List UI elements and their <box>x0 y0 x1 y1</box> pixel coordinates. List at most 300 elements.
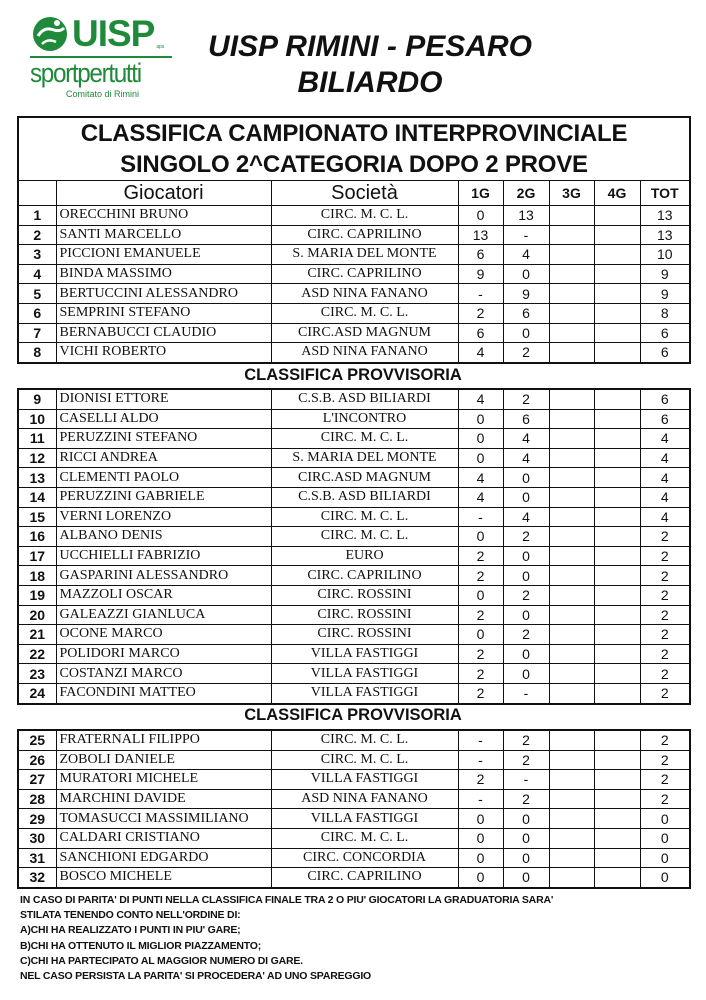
cell-g1: 0 <box>458 625 503 645</box>
cell-g3 <box>549 868 594 888</box>
cell-g1: 0 <box>458 527 503 547</box>
cell-rank: 5 <box>18 284 56 304</box>
cell-g3 <box>549 487 594 507</box>
cell-tot: 13 <box>640 225 690 245</box>
cell-g2: 6 <box>503 409 549 429</box>
cell-rank: 1 <box>18 206 56 226</box>
cell-rank: 10 <box>18 409 56 429</box>
table-title-line2: SINGOLO 2^CATEGORIA DOPO 2 PROVE <box>120 151 588 178</box>
table-row <box>18 507 690 527</box>
cell-rank: 16 <box>18 527 56 547</box>
cell-g1: - <box>458 507 503 527</box>
cell-g2: 0 <box>503 468 549 488</box>
cell-club: C.S.B. ASD BILIARDI <box>271 487 458 507</box>
cell-tot: 4 <box>640 429 690 449</box>
cell-rank: 11 <box>18 429 56 449</box>
cell-player: VERNI LORENZO <box>56 507 271 527</box>
cell-rank: 23 <box>18 664 56 684</box>
cell-player: BINDA MASSIMO <box>56 264 271 284</box>
cell-player: GALEAZZI GIANLUCA <box>56 605 271 625</box>
cell-g2: 0 <box>503 605 549 625</box>
cell-club: VILLA FASTIGGI <box>271 683 458 703</box>
cell-tot: 0 <box>640 828 690 848</box>
cell-tot: 2 <box>640 664 690 684</box>
cell-g1: 2 <box>458 664 503 684</box>
cell-player: ORECCHINI BRUNO <box>56 206 271 226</box>
cell-g4 <box>594 468 640 488</box>
cell-g3 <box>549 225 594 245</box>
cell-player: BOSCO MICHELE <box>56 868 271 888</box>
cell-g4 <box>594 730 640 750</box>
cell-g2: 13 <box>503 206 549 226</box>
cell-g2: 2 <box>503 527 549 547</box>
cell-player: FRATERNALI FILIPPO <box>56 730 271 750</box>
cell-g1: 0 <box>458 809 503 829</box>
note-line: B)CHI HA OTTENUTO IL MIGLIOR PIAZZAMENTO; <box>20 939 262 952</box>
cell-g2: 2 <box>503 789 549 809</box>
cell-g2: 4 <box>503 245 549 265</box>
cell-g1: 0 <box>458 409 503 429</box>
cell-club: CIRC. ROSSINI <box>271 625 458 645</box>
table-title-line1: CLASSIFICA CAMPIONATO INTERPROVINCIALE <box>80 120 628 147</box>
cell-g1: 6 <box>458 323 503 343</box>
cell-player: FACONDINI MATTEO <box>56 683 271 703</box>
cell-rank: 28 <box>18 789 56 809</box>
cell-g2: - <box>503 225 549 245</box>
cell-player: COSTANZI MARCO <box>56 664 271 684</box>
cell-g4 <box>594 770 640 790</box>
cell-club: ASD NINA FANANO <box>271 789 458 809</box>
table-row <box>18 245 690 265</box>
cell-club: CIRC. M. C. L. <box>271 303 458 323</box>
table-row <box>18 468 690 488</box>
cell-club: CIRC. M. C. L. <box>271 828 458 848</box>
cell-g2: 0 <box>503 868 549 888</box>
table-row <box>18 323 690 343</box>
table-row <box>18 566 690 586</box>
cell-tot: 4 <box>640 448 690 468</box>
cell-tot: 6 <box>640 343 690 363</box>
table-row <box>18 527 690 547</box>
cell-g3 <box>549 527 594 547</box>
cell-g2: 0 <box>503 566 549 586</box>
cell-rank: 30 <box>18 828 56 848</box>
cell-g1: - <box>458 750 503 770</box>
cell-g1: 13 <box>458 225 503 245</box>
cell-club: C.S.B. ASD BILIARDI <box>271 389 458 409</box>
cell-player: CLEMENTI PAOLO <box>56 468 271 488</box>
cell-g1: 0 <box>458 848 503 868</box>
table-row <box>18 284 690 304</box>
cell-tot: 0 <box>640 809 690 829</box>
cell-tot: 2 <box>640 789 690 809</box>
cell-rank: 9 <box>18 389 56 409</box>
cell-player: ALBANO DENIS <box>56 527 271 547</box>
cell-club: VILLA FASTIGGI <box>271 644 458 664</box>
cell-rank: 24 <box>18 683 56 703</box>
table-row <box>18 264 690 284</box>
cell-g3 <box>549 303 594 323</box>
cell-g3 <box>549 605 594 625</box>
cell-club: VILLA FASTIGGI <box>271 664 458 684</box>
cell-player: SEMPRINI STEFANO <box>56 303 271 323</box>
cell-player: TOMASUCCI MASSIMILIANO <box>56 809 271 829</box>
logo-brand: UISP <box>72 13 155 54</box>
cell-club: CIRC. CAPRILINO <box>271 868 458 888</box>
cell-g1: 0 <box>458 868 503 888</box>
cell-club: CIRC. CAPRILINO <box>271 264 458 284</box>
cell-rank: 17 <box>18 546 56 566</box>
cell-g2: 0 <box>503 664 549 684</box>
cell-player: RICCI ANDREA <box>56 448 271 468</box>
standings-table-top <box>17 116 691 364</box>
cell-g2: 6 <box>503 303 549 323</box>
standings-table-bottom <box>17 729 691 889</box>
note-line: STILATA TENENDO CONTO NELL'ORDINE DI: <box>20 909 241 922</box>
cell-g4 <box>594 828 640 848</box>
cell-g4 <box>594 585 640 605</box>
cell-g1: 0 <box>458 585 503 605</box>
cell-player: SANCHIONI EDGARDO <box>56 848 271 868</box>
cell-g3 <box>549 245 594 265</box>
cell-g1: 2 <box>458 644 503 664</box>
cell-g4 <box>594 409 640 429</box>
cell-player: PERUZZINI GABRIELE <box>56 487 271 507</box>
table-row <box>18 750 690 770</box>
col-header-tot: TOT <box>640 181 690 206</box>
cell-g1: 4 <box>458 487 503 507</box>
cell-player: POLIDORI MARCO <box>56 644 271 664</box>
cell-club: CIRC. M. C. L. <box>271 429 458 449</box>
cell-g1: 2 <box>458 605 503 625</box>
cell-g4 <box>594 264 640 284</box>
cell-club: VILLA FASTIGGI <box>271 809 458 829</box>
cell-g2: 2 <box>503 750 549 770</box>
cell-club: CIRC. ROSSINI <box>271 605 458 625</box>
cell-tot: 2 <box>640 585 690 605</box>
cell-rank: 14 <box>18 487 56 507</box>
cell-g1: - <box>458 284 503 304</box>
cell-g3 <box>549 750 594 770</box>
cell-g2: - <box>503 770 549 790</box>
cell-g1: 9 <box>458 264 503 284</box>
cell-g4 <box>594 809 640 829</box>
table-row <box>18 644 690 664</box>
cell-g4 <box>594 389 640 409</box>
table-title <box>18 117 690 181</box>
cell-player: BERNABUCCI CLAUDIO <box>56 323 271 343</box>
cell-tot: 13 <box>640 206 690 226</box>
logo-tagline: sportpertutti <box>30 58 141 88</box>
cell-player: GASPARINI ALESSANDRO <box>56 566 271 586</box>
cell-g2: 0 <box>503 264 549 284</box>
cell-player: PERUZZINI STEFANO <box>56 429 271 449</box>
cell-rank: 22 <box>18 644 56 664</box>
cell-tot: 2 <box>640 750 690 770</box>
cell-g2: 2 <box>503 343 549 363</box>
table-row <box>18 664 690 684</box>
cell-g4 <box>594 605 640 625</box>
header-subtitle: BILIARDO <box>297 66 443 99</box>
col-header-g3: 3G <box>549 181 594 206</box>
cell-g4 <box>594 750 640 770</box>
table-row <box>18 789 690 809</box>
cell-g4 <box>594 303 640 323</box>
cell-g3 <box>549 644 594 664</box>
cell-g3 <box>549 809 594 829</box>
cell-g3 <box>549 284 594 304</box>
cell-g3 <box>549 683 594 703</box>
cell-tot: 10 <box>640 245 690 265</box>
cell-g3 <box>549 828 594 848</box>
cell-g4 <box>594 625 640 645</box>
table-row <box>18 605 690 625</box>
table-row <box>18 730 690 750</box>
cell-rank: 29 <box>18 809 56 829</box>
cell-g3 <box>549 323 594 343</box>
cell-rank: 12 <box>18 448 56 468</box>
cell-g1: - <box>458 789 503 809</box>
table-row <box>18 546 690 566</box>
cell-g2: 0 <box>503 487 549 507</box>
cell-g1: 0 <box>458 448 503 468</box>
cell-rank: 4 <box>18 264 56 284</box>
cell-rank: 2 <box>18 225 56 245</box>
cell-g1: 4 <box>458 343 503 363</box>
cell-player: OCONE MARCO <box>56 625 271 645</box>
cell-g4 <box>594 284 640 304</box>
cell-g2: - <box>503 683 549 703</box>
cell-tot: 2 <box>640 625 690 645</box>
cell-rank: 19 <box>18 585 56 605</box>
cell-club: EURO <box>271 546 458 566</box>
table-row <box>18 225 690 245</box>
cell-g4 <box>594 683 640 703</box>
cell-g1: 0 <box>458 828 503 848</box>
cell-tot: 4 <box>640 468 690 488</box>
cell-tot: 9 <box>640 264 690 284</box>
cell-g4 <box>594 323 640 343</box>
cell-tot: 2 <box>640 546 690 566</box>
cell-g2: 4 <box>503 448 549 468</box>
cell-rank: 8 <box>18 343 56 363</box>
cell-tot: 4 <box>640 507 690 527</box>
cell-tot: 8 <box>640 303 690 323</box>
cell-g3 <box>549 206 594 226</box>
cell-g3 <box>549 264 594 284</box>
table-row <box>18 868 690 888</box>
cell-g3 <box>549 409 594 429</box>
cell-rank: 13 <box>18 468 56 488</box>
cell-g2: 0 <box>503 546 549 566</box>
cell-club: CIRC. CAPRILINO <box>271 225 458 245</box>
cell-g4 <box>594 487 640 507</box>
cell-g3 <box>549 507 594 527</box>
cell-g1: 4 <box>458 389 503 409</box>
table-row <box>18 809 690 829</box>
uisp-logo <box>30 14 180 114</box>
cell-tot: 4 <box>640 487 690 507</box>
table-row <box>18 343 690 363</box>
cell-rank: 20 <box>18 605 56 625</box>
cell-player: BERTUCCINI ALESSANDRO <box>56 284 271 304</box>
cell-g3 <box>549 664 594 684</box>
cell-tot: 2 <box>640 770 690 790</box>
table-row <box>18 389 690 409</box>
cell-club: CIRC. M. C. L. <box>271 750 458 770</box>
cell-g4 <box>594 448 640 468</box>
col-header-g1: 1G <box>458 181 503 206</box>
cell-club: CIRC. M. C. L. <box>271 527 458 547</box>
cell-tot: 9 <box>640 284 690 304</box>
cell-g3 <box>549 585 594 605</box>
cell-g4 <box>594 429 640 449</box>
cell-g3 <box>549 389 594 409</box>
col-header-player: Giocatori <box>56 181 271 206</box>
cell-tot: 2 <box>640 730 690 750</box>
cell-g3 <box>549 848 594 868</box>
note-line: A)CHI HA REALIZZATO I PUNTI IN PIU' GARE; <box>20 924 241 937</box>
cell-g1: 0 <box>458 206 503 226</box>
cell-club: VILLA FASTIGGI <box>271 770 458 790</box>
cell-club: CIRC. CONCORDIA <box>271 848 458 868</box>
cell-g3 <box>549 343 594 363</box>
cell-g2: 0 <box>503 809 549 829</box>
table-row <box>18 448 690 468</box>
cell-rank: 32 <box>18 868 56 888</box>
cell-player: PICCIONI EMANUELE <box>56 245 271 265</box>
cell-g4 <box>594 507 640 527</box>
cell-club: CIRC.ASD MAGNUM <box>271 323 458 343</box>
table-row <box>18 848 690 868</box>
table-header-row <box>18 181 690 206</box>
cell-g4 <box>594 206 640 226</box>
table-row <box>18 828 690 848</box>
cell-rank: 25 <box>18 730 56 750</box>
cell-g2: 0 <box>503 848 549 868</box>
cell-player: DIONISI ETTORE <box>56 389 271 409</box>
table-row <box>18 206 690 226</box>
cell-rank: 21 <box>18 625 56 645</box>
table-row <box>18 487 690 507</box>
cell-tot: 6 <box>640 389 690 409</box>
cell-g4 <box>594 225 640 245</box>
cell-club: CIRC. M. C. L. <box>271 730 458 750</box>
cell-club: ASD NINA FANANO <box>271 284 458 304</box>
cell-tot: 0 <box>640 848 690 868</box>
col-header-rank <box>18 181 56 206</box>
col-header-g2: 2G <box>503 181 549 206</box>
cell-tot: 6 <box>640 323 690 343</box>
note-line: NEL CASO PERSISTA LA PARITA' SI PROCEDERA' AD UNO SPAREGGIO <box>20 970 372 983</box>
cell-rank: 18 <box>18 566 56 586</box>
table-row <box>18 303 690 323</box>
cell-tot: 2 <box>640 527 690 547</box>
cell-club: L'INCONTRO <box>271 409 458 429</box>
cell-g1: 6 <box>458 245 503 265</box>
header-title: UISP RIMINI - PESARO <box>208 30 532 63</box>
cell-g2: 0 <box>503 644 549 664</box>
cell-g3 <box>549 770 594 790</box>
cell-club: CIRC. CAPRILINO <box>271 566 458 586</box>
cell-g2: 0 <box>503 323 549 343</box>
cell-club: CIRC. M. C. L. <box>271 507 458 527</box>
cell-club: S. MARIA DEL MONTE <box>271 245 458 265</box>
cell-g3 <box>549 448 594 468</box>
cell-player: MARCHINI DAVIDE <box>56 789 271 809</box>
cell-g4 <box>594 527 640 547</box>
cell-g4 <box>594 664 640 684</box>
cell-g1: 4 <box>458 468 503 488</box>
cell-g2: 4 <box>503 429 549 449</box>
cell-club: CIRC. ROSSINI <box>271 585 458 605</box>
cell-player: SANTI MARCELLO <box>56 225 271 245</box>
cell-tot: 2 <box>640 683 690 703</box>
cell-rank: 26 <box>18 750 56 770</box>
cell-player: UCCHIELLI FABRIZIO <box>56 546 271 566</box>
cell-g3 <box>549 625 594 645</box>
col-header-club: Società <box>271 181 458 206</box>
cell-g2: 4 <box>503 507 549 527</box>
note-line: C)CHI HA PARTECIPATO AL MAGGIOR NUMERO DI GARE. <box>20 954 303 967</box>
cell-g4 <box>594 868 640 888</box>
cell-player: ZOBOLI DANIELE <box>56 750 271 770</box>
cell-g2: 2 <box>503 730 549 750</box>
cell-g2: 9 <box>503 284 549 304</box>
cell-player: CASELLI ALDO <box>56 409 271 429</box>
cell-player: VICHI ROBERTO <box>56 343 271 363</box>
cell-player: MURATORI MICHELE <box>56 770 271 790</box>
cell-g4 <box>594 848 640 868</box>
cell-rank: 31 <box>18 848 56 868</box>
section-label-provisional-1: CLASSIFICA PROVVISORIA <box>244 366 462 384</box>
cell-g1: 0 <box>458 429 503 449</box>
table-row <box>18 409 690 429</box>
cell-rank: 27 <box>18 770 56 790</box>
cell-tot: 2 <box>640 605 690 625</box>
cell-tot: 2 <box>640 644 690 664</box>
cell-g3 <box>549 789 594 809</box>
cell-tot: 0 <box>640 868 690 888</box>
cell-g2: 2 <box>503 389 549 409</box>
section-label-provisional-2: CLASSIFICA PROVVISORIA <box>244 706 462 724</box>
cell-g1: 2 <box>458 566 503 586</box>
cell-player: MAZZOLI OSCAR <box>56 585 271 605</box>
cell-g1: 2 <box>458 770 503 790</box>
col-header-g4: 4G <box>594 181 640 206</box>
cell-g2: 0 <box>503 828 549 848</box>
uisp-emblem-icon <box>30 14 70 54</box>
cell-g3 <box>549 546 594 566</box>
cell-g2: 2 <box>503 585 549 605</box>
logo-committee: Comitato di Rimini <box>66 89 140 99</box>
cell-rank: 3 <box>18 245 56 265</box>
table-row <box>18 585 690 605</box>
table-row <box>18 683 690 703</box>
cell-g4 <box>594 546 640 566</box>
logo-suffix: aps <box>156 44 165 50</box>
table-row <box>18 625 690 645</box>
table-row <box>18 770 690 790</box>
cell-g2: 2 <box>503 625 549 645</box>
cell-club: ASD NINA FANANO <box>271 343 458 363</box>
cell-g3 <box>549 429 594 449</box>
cell-club: CIRC.ASD MAGNUM <box>271 468 458 488</box>
cell-g1: 2 <box>458 303 503 323</box>
cell-g4 <box>594 343 640 363</box>
cell-rank: 7 <box>18 323 56 343</box>
note-line: IN CASO DI PARITA' DI PUNTI NELLA CLASSIFICA FINALE TRA 2 O PIU' GIOCATORI LA GRADUATORIA SARA' <box>20 894 554 906</box>
